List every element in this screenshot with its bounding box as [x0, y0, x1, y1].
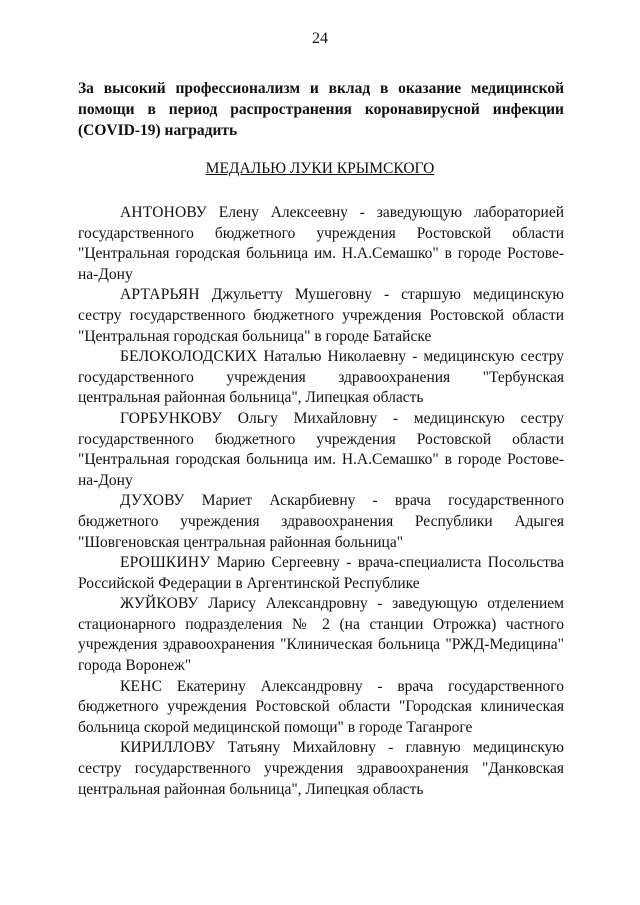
awardee-details: Джульетту Мушеговну - старшую медицинскую сестру государственного бюджетного учреждения Ростовской области "Центральная городская больница" в городе Батайске: [78, 286, 564, 345]
page-number: 24: [312, 30, 328, 47]
awardee-details: Марию Сергеевну - врача-специалиста Посольства Российской Федерации в Аргентинской Республике: [78, 554, 564, 592]
awardee-surname: АРТАРЬЯН: [120, 286, 200, 304]
awardee-entry: [78, 491, 564, 553]
awardee-entry: [78, 553, 564, 594]
medal-title: МЕДАЛЬЮ ЛУКИ КРЫМСКОГО: [205, 160, 435, 177]
awardee-surname: ГОРБУНКОВУ: [120, 409, 223, 427]
awardee-entry: [78, 738, 564, 800]
awardee-details: Екатерину Александровну - врача государственного бюджетного учреждения Ростовской области "Городская клиническая больница скорой медицинской помощи" в городе Таганроге: [78, 677, 564, 736]
awardee-details: Мариет Аскарбиевну - врача государственного бюджетного учреждения здравоохранения Республики Адыгея "Шовгеновская центральная районная больница": [78, 492, 564, 551]
awardee-entry: [78, 677, 564, 739]
awardee-surname: АНТОНОВУ: [120, 204, 207, 221]
awardee-surname: ЖУЙКОВУ: [120, 595, 199, 613]
awardee-surname: КЕНС: [120, 677, 163, 695]
awardee-surname: ДУХОВУ: [120, 492, 185, 510]
awardee-surname: БЕЛОКОЛОДСКИХ: [120, 348, 258, 366]
awardee-details: Елену Алексеевну - заведующую лабораторией государственного бюджетного учреждения Ростовской области "Центральная городская больница им. Н.А.Семашко" в городе Ростове-на-Дону: [78, 204, 564, 283]
awardee-details: Татьяну Михайловну - главную медицинскую сестру государственного учреждения здравоохранения "Данковская центральная районная больница", Липецкая область: [78, 739, 564, 798]
awardee-list: [78, 203, 564, 800]
awardee-entry: [78, 347, 564, 409]
award-intro: За высокий профессионализм и вклад в оказание медицинской помощи в период распространения коронавирусной инфекции (COVID-19) наградить: [78, 80, 564, 139]
awardee-entry: [78, 285, 564, 347]
awardee-details: Ларису Александровну - заведующую отделением стационарного подразделения № 2 (на станции Отрожка) частного учреждения здравоохранения "Клиническая больница "РЖД-Медицина" города Воронеж": [78, 595, 564, 675]
awardee-surname: КИРИЛЛОВУ: [120, 739, 216, 757]
awardee-surname: ЕРОШКИНУ: [120, 554, 211, 572]
awardee-entry: [78, 594, 564, 676]
awardee-entry: [78, 203, 564, 285]
awardee-entry: [78, 409, 564, 491]
awardee-details: Наталью Николаевну - медицинскую сестру государственного учреждения здравоохранения "Тербунская центральная районная больница", Липецкая область: [78, 348, 564, 407]
awardee-details: Ольгу Михайловну - медицинскую сестру государственного бюджетного учреждения Ростовской области "Центральная городская больница им. Н.А.Семашко" в городе Ростове-на-Дону: [78, 409, 564, 489]
